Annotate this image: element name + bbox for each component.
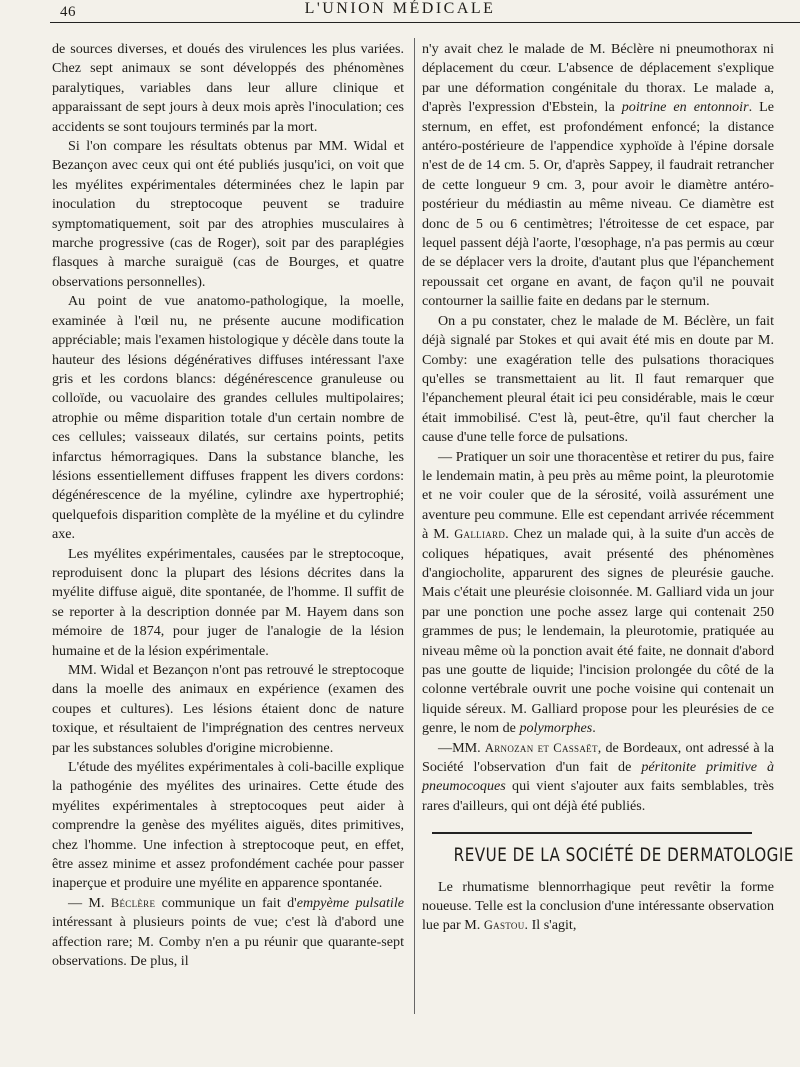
section-heading: REVUE DE LA SOCIÉTÉ DE DERMATOLOGIE (453, 845, 794, 867)
text-run: — Pratiquer un soir une thoracentèse et retirer du pus, faire le lendemain matin, à peu près au même point, la pleurotomie et ne voir couler que de la sérosité, voilà assurément une aventure peu commune. Elle est cependant arrivée récemment à M. (422, 448, 774, 543)
text-run: — M. (68, 894, 111, 911)
text-run: . Chez un malade qui, à la suite d'un accès de coliques hépatiques, avait présenté des phénomènes d'angiocholite, apparurent des signes de pleurésie gauche. Mais c'était une pleurésie cloisonnée. M. Galliard vida un jour par une ponction une poche assez large qui contenait 250 grammes de pus; le lendemain, la pleurotomie, pratiquée au niveau même où la ponction avait été faite, ne donnait d'abord pas une goutte de liquide; l'incision prolongée du côté de la colonne vertébrale ouvrit une poche voisine qui contenait un liquide séreux. M. Galliard propose pour les pleurésies de ce genre, le nom de (422, 526, 774, 737)
paragraph: MM. Widal et Bezançon n'ont pas retrouvé le streptocoque dans la moelle des animaux en expérience (examen des coupes et cultures). Les lésions étaient donc de nature toxique, et résultaient de l'imprégnation des centres nerveux par les substances solubles d'origine microbienne. (52, 662, 404, 756)
paragraph (422, 739, 774, 817)
paragraph (422, 448, 774, 739)
paragraph: Si l'on compare les résultats obtenus par MM. Widal et Bezançon avec ceux qui ont été publiés jusqu'ici, on voit que les myélites expérimentales déterminées chez le lapin par inoculation du streptocoque peuvent se traduire symptomatiquement, soit par des atrophies musculaires à marche progressive (cas de Roger), soit par des paraplégies flasques à marche suraiguë (cas de Bourges, et quatre observations personnelles). (52, 138, 404, 290)
italic-term: polymorphes (519, 720, 593, 737)
text-run: n'y avait chez le malade de M. Béclère ni pneumothorax ni déplacement du cœur. L'absence de déplacement s'explique par une déformation congénitale du thorax. Le malade a, d'après l'expression d'Ebstein, la (422, 41, 774, 116)
paragraph: de sources diverses, et doués des virulences les plus variées. Chez sept animaux se sont développés des phénomènes paralytiques, variables dans leur allure clinique et apparaissant de sept jours à deux mois après l'inoculation; ces accidents se sont toujours terminés par la mort. (52, 41, 404, 135)
page-header (0, 0, 800, 24)
text-run: Le rhumatisme blennorrhagique peut revêtir la forme noueuse. Telle est la conclusion d'une intéressante observation lue par M. (422, 878, 774, 934)
author-names: Arnozan et Cassaët (484, 740, 598, 755)
paragraph: Au point de vue anatomo-pathologique, la moelle, examinée à l'œil nu, ne présente aucune modification appréciable; mais l'examen histologique y décèle dans toute la hauteur des lésions dégénératives diffuses intéressant l'axe gris et les cordons blancs: dégénérescence granuleuse ou colloïde, ou vacuolaire des grandes cellules multipolaires; atrophie ou même disparition totale d'un certain nombre de ces cellules; vaisseaux dilatés, sur certains points, petits infarctus hémorragiques. Dans la substance blanche, les lésions essentiellement diffuses frappent les divers cordons: dégénérescence de la myéline, cylindre axe hypertrophié; quelquefois disparition complète de la myéline et du cylindre axe. (52, 293, 404, 543)
column-divider (414, 38, 415, 1014)
text-run: —MM. (438, 739, 485, 756)
page-number: 46 (60, 4, 76, 20)
text-run: . (592, 720, 596, 737)
header-rule (50, 22, 800, 23)
author-name: Galliard (454, 527, 506, 542)
section-rule (432, 832, 752, 834)
text-run: , de Bordeaux, ont adressé à la Société l'observation d'un fait de (422, 739, 775, 776)
paragraph (422, 878, 774, 936)
text-run: communique un fait d' (155, 894, 297, 911)
italic-term: empyème pulsatile (296, 894, 405, 911)
paragraph: On a pu constater, chez le malade de M. Béclère, un fait déjà signalé par Stokes et qui avait été mis en doute par M. Comby: une exagération telle des pulsations thoraciques qu'elles se transmettaient au lit. Il faut remarquer que l'épanchement pleural était ici peu considérable, mais le cœur était immobilisé. C'est là, peut-être, qu'il faut chercher la cause d'une telle force de pulsations. (422, 312, 774, 446)
left-column (52, 40, 404, 972)
paragraph (422, 40, 774, 312)
paragraph: Les myélites expérimentales, causées par le streptocoque, reproduisent donc la plupart des lésions décrites dans la myélite diffuse aiguë, dite spontanée, de l'homme. Il suffit de se reporter à la description donnée par M. Hayem dans son mémoire de 1874, pour juger de l'analogie de la lésion humaine et de la lésion expérimentale. (52, 545, 404, 659)
text-run: . Il s'agit, (524, 917, 577, 934)
text-run: qui vient s'ajouter aux faits semblables, très rares d'ailleurs, qui ont déjà été publiés. (422, 778, 774, 814)
text-run: intéressant à plusieurs points de vue; c'est là d'abord une affection rare; M. Comby n'en a pu réunir que quarante-sept observations. De plus, il (52, 914, 404, 970)
text-run: . Le sternum, en effet, est profondément enfoncé; la distance antéro-postérieure de l'appendice xyphoïde à l'épine dorsale n'est de de 14 cm. 5. Or, d'après Sappey, il faudrait retrancher de cette longueur 9 cm. 3, pour avoir le diamètre antéro-postérieur du médiastin au même niveau. Ce diamètre est donc de 5 ou 6 centimètres; l'étroitesse de cet espace, par lequel passent déjà l'aorte, l'œsophage, n'a pas permis au cœur de se déplacer vers la droite, d'autant plus que l'épanchement repoussait cet organe en avant, de façon qu'il ne pouvait contourner la saillie faite en dedans par le sternum. (422, 99, 774, 310)
italic-term: péritonite primitive à pneumocoques (422, 759, 775, 795)
paragraph: L'étude des myélites expérimentales à coli-bacille explique la pathogénie des myélites des urinaires. Cette étude des myélites expérimentales à streptocoques peut aider à comprendre la genèse des myélites aiguës, dites primitives, chez l'homme. Une infection à streptocoque peut, en effet, être assez minime et assez profondément cachée pour passer inaperçue et produire une myélite en apparence spontanée. (52, 759, 404, 892)
italic-term: poitrine en entonnoir (621, 99, 749, 116)
right-column (422, 40, 794, 936)
paragraph (52, 894, 404, 972)
running-title: L'UNION MÉDICALE (304, 0, 496, 17)
author-name: Béclère (110, 895, 156, 910)
author-name: Gastou (483, 918, 525, 933)
